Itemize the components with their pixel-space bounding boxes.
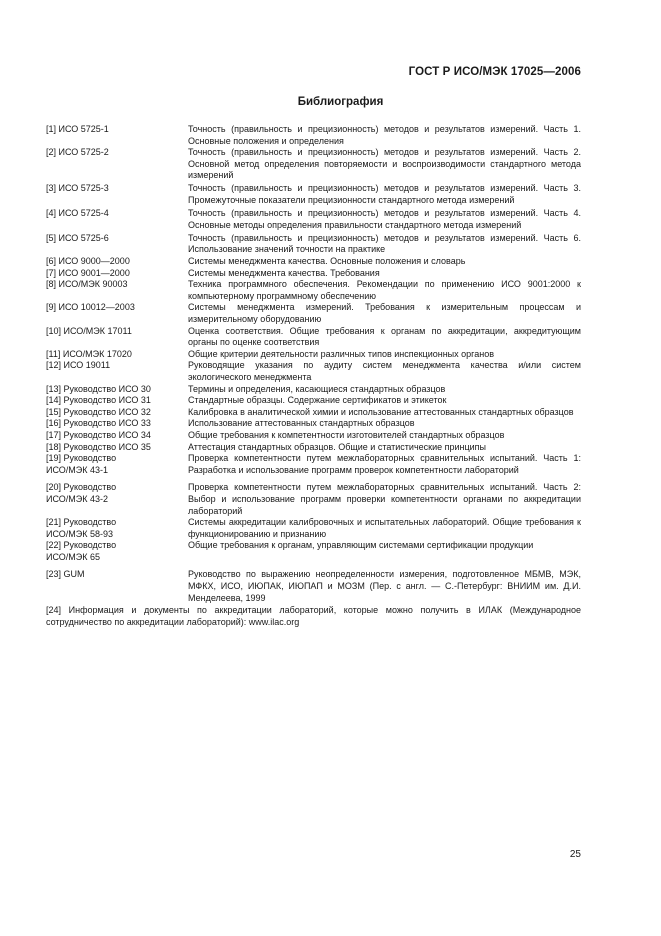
bib-text: Стандартные образцы. Содержание сертификатов и этикеток bbox=[188, 395, 447, 406]
bib-entry-8 bbox=[46, 279, 581, 302]
bib-entry-15 bbox=[46, 407, 581, 419]
bib-entry-17 bbox=[46, 430, 581, 442]
bib-ref: [21] Руководство ИСО/МЭК 58-93 bbox=[46, 517, 117, 539]
bib-ref: [3] ИСО 5725-3 bbox=[46, 183, 109, 194]
bib-ref: [17] Руководство ИСО 34 bbox=[46, 429, 151, 440]
bib-entry-7 bbox=[46, 268, 581, 280]
bib-entry-9 bbox=[46, 302, 581, 325]
bib-text: Проверка компетентности путем межлабораторных сравнительных испытаний. Часть 2: Выбор и использование программ проверки компетентности органами по аккредитации лабораторий bbox=[188, 482, 581, 516]
bib-entry-19 bbox=[46, 453, 581, 476]
bib-text: Точность (правильность и прецизионность) методов и результатов измерений. Часть 4. Основные методы определения правильности стандартного метода измерений bbox=[188, 208, 581, 230]
bib-ref: [1] ИСО 5725-1 bbox=[46, 124, 109, 134]
bib-ref: [16] Руководство ИСО 33 bbox=[46, 418, 151, 429]
bib-ref: [2] ИСО 5725-2 bbox=[46, 147, 109, 158]
bib-entry-12 bbox=[46, 360, 581, 383]
bib-entry-13 bbox=[46, 384, 581, 396]
bib-text: Системы менеджмента измерений. Требования к измерительным процессам и измерительному оборудованию bbox=[188, 302, 581, 324]
bib-ref: [23] GUM bbox=[46, 569, 85, 580]
bib-entry-18 bbox=[46, 442, 581, 454]
bib-entry-5 bbox=[46, 233, 581, 256]
bib-entry-23 bbox=[46, 569, 581, 604]
bib-entry-10 bbox=[46, 326, 581, 349]
bib-text: Оценка соответствия. Общие требования к органам по аккредитации, аккредитующим органы по оценке соответствия bbox=[188, 325, 581, 348]
bib-ref: [19] Руководство ИСО/МЭК 43-1 bbox=[46, 453, 117, 475]
bib-entry-16 bbox=[46, 418, 581, 430]
bib-entry-22 bbox=[46, 540, 581, 563]
bib-ref: [22] Руководство ИСО/МЭК 65 bbox=[46, 540, 117, 562]
bib-ref: [7] ИСО 9001—2000 bbox=[46, 267, 130, 278]
bib-ref: [18] Руководство ИСО 35 bbox=[46, 441, 151, 452]
bib-ref: [13] Руководство ИСО 30 bbox=[46, 383, 151, 394]
bib-text: Техника программного обеспечения. Рекомендации по применению ИСО 9001:2000 к компьютерному программному обеспечению bbox=[188, 279, 581, 301]
bib-note-24: [24] Информация и документы по аккредитации лабораторий, которые можно получить в ИЛАК (Международное сотрудничество по аккредитации лабораторий): www.ilac.org bbox=[46, 605, 581, 627]
bib-text: Точность (правильность и прецизионность) методов и результатов измерений. Часть 2. Основной метод определения повторяемости и воспроизводимости стандартного метода измерений bbox=[188, 147, 581, 181]
bib-text: Аттестация стандартных образцов. Общие и статистические принципы bbox=[188, 441, 487, 452]
bib-ref: [8] ИСО/МЭК 90003 bbox=[46, 279, 128, 290]
bib-text: Общие критерии деятельности различных типов инспекционных органов bbox=[188, 348, 494, 359]
bib-ref: [10] ИСО/МЭК 17011 bbox=[46, 325, 132, 336]
bib-entry-21 bbox=[46, 517, 581, 540]
bib-text: Калибровка в аналитической химии и использование аттестованных стандартных образцов bbox=[188, 406, 574, 417]
bib-text: Точность (правильность и прецизионность) методов и результатов измерений. Часть 1. Основные положения и определения bbox=[188, 124, 581, 146]
bib-ref: [4] ИСО 5725-4 bbox=[46, 208, 109, 219]
bib-entry-4 bbox=[46, 208, 581, 231]
section-title: Библиография bbox=[297, 96, 384, 108]
bib-text: Руководящие указания по аудиту систем менеджмента качества и/или систем экологического менеджмента bbox=[188, 360, 581, 382]
bib-ref: [5] ИСО 5725-6 bbox=[46, 232, 109, 243]
bib-ref: [11] ИСО/МЭК 17020 bbox=[46, 348, 132, 359]
bib-ref: [14] Руководство ИСО 31 bbox=[46, 395, 151, 406]
bib-text: Системы менеджмента качества. Требования bbox=[188, 267, 380, 278]
bib-text: Общие требования к компетентности изготовителей стандартных образцов bbox=[188, 429, 505, 440]
bib-entry-2 bbox=[46, 147, 581, 182]
bib-text: Точность (правильность и прецизионность) методов и результатов измерений. Часть 3. Промежуточные показатели прецизионности стандартного метода измерений bbox=[188, 183, 581, 206]
bib-text: Системы менеджмента качества. Основные положения и словарь bbox=[188, 256, 466, 267]
bibliography-list bbox=[46, 124, 581, 628]
bib-entry-11 bbox=[46, 349, 581, 361]
bib-ref: [12] ИСО 19011 bbox=[46, 360, 111, 371]
bib-ref: [9] ИСО 10012—2003 bbox=[46, 302, 135, 313]
bib-ref: [15] Руководство ИСО 32 bbox=[46, 406, 151, 417]
bib-text: Проверка компетентности путем межлабораторных сравнительных испытаний. Часть 1: Разработка и использование программ проверок компетентности лабораторий bbox=[188, 453, 581, 475]
bib-text: Руководство по выражению неопределенности измерения, подготовленное МБМВ, МЭК, МФКХ, ИСО, ИЮПАК, ИЮПАП и МОЗМ (Пер. с англ. — С.-Петербург: ВНИИМ им. Д.И. Менделеева, 1999 bbox=[188, 569, 581, 603]
bib-entry-20 bbox=[46, 482, 581, 517]
bib-text: Общие требования к органам, управляющим системами сертификации продукции bbox=[188, 540, 534, 551]
bib-text: Использование аттестованных стандартных образцов bbox=[188, 418, 415, 429]
bib-ref: [6] ИСО 9000—2000 bbox=[46, 256, 130, 267]
bib-text: Системы аккредитации калибровочных и испытательных лабораторий. Общие требования к функционированию и признанию bbox=[188, 517, 581, 539]
bib-text: Термины и определения, касающиеся стандартных образцов bbox=[188, 383, 446, 394]
bib-entry-1 bbox=[46, 124, 581, 147]
page-number: 25 bbox=[569, 849, 581, 860]
document-header: ГОСТ Р ИСО/МЭК 17025—2006 bbox=[408, 66, 581, 78]
bib-text: Точность (правильность и прецизионность) методов и результатов измерений. Часть 6. Использование значений точности на практике bbox=[188, 232, 581, 255]
bib-entry-3 bbox=[46, 183, 581, 206]
bib-ref: [20] Руководство ИСО/МЭК 43-2 bbox=[46, 482, 117, 504]
bib-entry-6 bbox=[46, 256, 581, 268]
bib-entry-14 bbox=[46, 395, 581, 407]
